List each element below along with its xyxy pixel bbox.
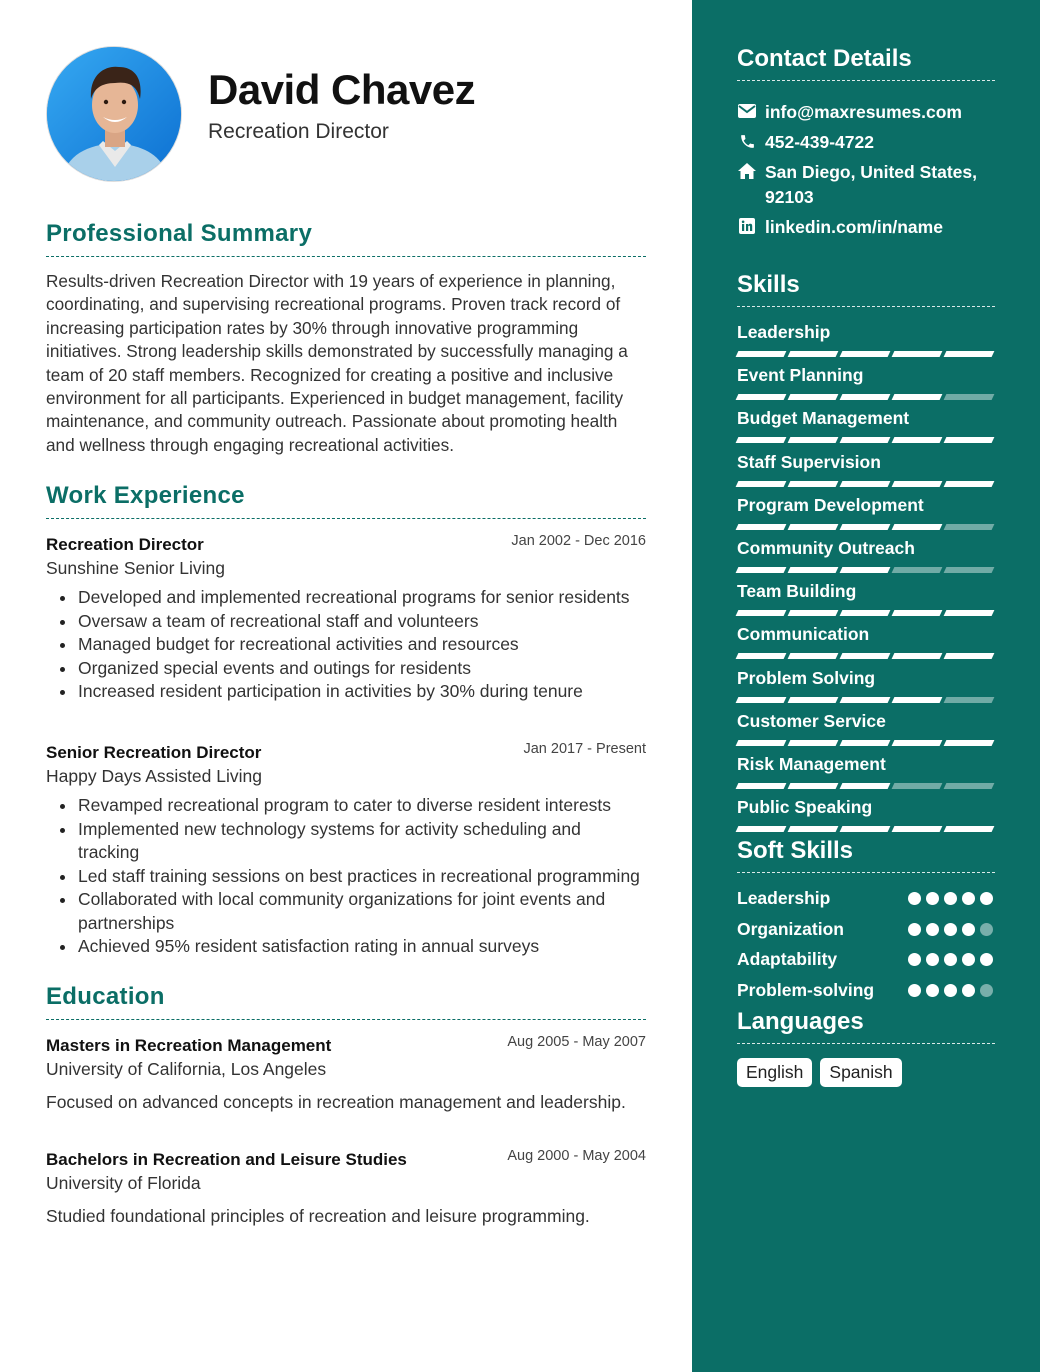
skill-bar-segment [840, 783, 891, 789]
skill-name: Customer Service [737, 710, 886, 731]
skill-bar-segment [892, 524, 943, 530]
candidate-title: Recreation Director [208, 120, 389, 143]
job-title: Senior Recreation Director [46, 743, 262, 762]
skill-name: Team Building [737, 581, 857, 602]
skill-bar-segment [788, 826, 839, 832]
soft-skill-item [737, 919, 995, 940]
job-bullets [46, 794, 646, 959]
skill-name: Communication [737, 624, 870, 645]
rating-dot [962, 953, 975, 966]
skills-divider [737, 306, 995, 307]
skill-bar-segment [788, 524, 839, 530]
degree-title: Bachelors in Recreation and Leisure Studies [46, 1150, 407, 1169]
rating-dot [908, 923, 921, 936]
skill-item [737, 322, 995, 357]
soft-skills-divider [737, 872, 995, 873]
skill-bar-segment [840, 394, 891, 400]
skill-bar-segment [788, 653, 839, 659]
skill-item [737, 365, 995, 400]
education-description: Studied foundational principles of recreation and leisure programming. [46, 1206, 590, 1226]
skill-level-bar [737, 653, 995, 659]
avatar [46, 46, 182, 182]
skill-bar-segment [944, 481, 995, 487]
skill-bar-segment [788, 437, 839, 443]
skill-bar-segment [944, 783, 995, 789]
skill-bar-segment [736, 697, 787, 703]
envelope-icon [737, 101, 757, 121]
job-company: Sunshine Senior Living [46, 558, 226, 578]
skill-item [737, 408, 995, 443]
skill-bar-segment [944, 826, 995, 832]
education-entry [46, 1036, 646, 1113]
soft-skill-rating [908, 953, 993, 966]
skill-bar-segment [840, 653, 891, 659]
skill-item [737, 668, 995, 703]
skill-bar-segment [840, 610, 891, 616]
skills-heading: Skills [737, 271, 800, 298]
skill-name: Staff Supervision [737, 451, 881, 472]
summary-divider [46, 256, 646, 257]
skill-bar-segment [736, 740, 787, 746]
phone-text: 452-439-4722 [765, 132, 874, 152]
skill-level-bar [737, 524, 995, 530]
skill-bar-segment [892, 653, 943, 659]
skill-bar-segment [892, 783, 943, 789]
list-item: Collaborated with local community organizations for joint events and partnerships [78, 888, 646, 935]
skill-bar-segment [944, 567, 995, 573]
summary-heading: Professional Summary [46, 220, 313, 247]
skill-bar-segment [788, 783, 839, 789]
skill-item [737, 538, 995, 573]
education-entry [46, 1150, 646, 1227]
rating-dot [908, 892, 921, 905]
contact-address [737, 160, 995, 210]
skill-bar-segment [944, 697, 995, 703]
skill-bar-segment [736, 567, 787, 573]
skill-bar-segment [840, 567, 891, 573]
skill-bar-segment [736, 524, 787, 530]
soft-skill-item [737, 980, 995, 1001]
skill-name: Event Planning [737, 365, 864, 386]
skill-name: Problem Solving [737, 667, 876, 688]
skill-item [737, 797, 995, 832]
job-title: Recreation Director [46, 535, 204, 554]
skill-bar-segment [944, 394, 995, 400]
job-bullets [46, 586, 646, 704]
skill-name: Risk Management [737, 754, 886, 774]
skill-bar-segment [892, 394, 943, 400]
summary-text: Results-driven Recreation Director with 19 years of experience in planning, coordinating, and supervising recreational programs. Proven track record of increasing participation rates by 30% through innovative programming initiatives. Strong leadership skills demonstrated by successfully managing a team of 20 staff members. Recognized for creating a positive and inclusive environment for all participants. Experienced in budget management, facility maintenance, and community outreach. Passionate about promoting health and wellness through engaging recreational activities. [46, 271, 628, 455]
skill-bar-segment [788, 567, 839, 573]
rating-dot [908, 953, 921, 966]
language-tag: English [737, 1058, 812, 1087]
skill-bar-segment [788, 740, 839, 746]
rating-dot [926, 953, 939, 966]
job-company: Happy Days Assisted Living [46, 766, 262, 786]
skill-level-bar [737, 481, 995, 487]
school-name: University of California, Los Angeles [46, 1059, 327, 1079]
contact-divider [737, 80, 995, 81]
languages-list [737, 1058, 902, 1087]
skill-bar-segment [840, 481, 891, 487]
skill-bar-segment [944, 740, 995, 746]
email-text: info@maxresumes.com [765, 102, 962, 122]
list-item: Achieved 95% resident satisfaction rating in annual surveys [78, 935, 646, 959]
job-dates: Jan 2002 - Dec 2016 [511, 533, 646, 549]
education-dates: Aug 2000 - May 2004 [507, 1148, 646, 1164]
skill-level-bar [737, 610, 995, 616]
soft-skill-name: Organization [737, 918, 844, 939]
languages-divider [737, 1043, 995, 1044]
soft-skill-item [737, 949, 995, 970]
contact-linkedin[interactable] [737, 215, 995, 240]
list-item: Increased resident participation in activities by 30% during tenure [78, 680, 646, 704]
education-heading: Education [46, 983, 165, 1010]
skill-item [737, 711, 995, 746]
skill-level-bar [737, 351, 995, 357]
list-item: Managed budget for recreational activities and resources [78, 633, 646, 657]
soft-skill-rating [908, 984, 993, 997]
home-icon [737, 161, 757, 181]
skill-bar-segment [892, 697, 943, 703]
skill-bar-segment [892, 481, 943, 487]
contact-heading: Contact Details [737, 45, 912, 72]
rating-dot [980, 953, 993, 966]
skill-bar-segment [892, 437, 943, 443]
skill-level-bar [737, 783, 995, 789]
job-entry [46, 535, 646, 704]
education-description: Focused on advanced concepts in recreation management and leadership. [46, 1092, 626, 1112]
skill-bar-segment [736, 783, 787, 789]
soft-skills-heading: Soft Skills [737, 837, 854, 864]
rating-dot [944, 953, 957, 966]
skill-item [737, 624, 995, 659]
skill-name: Budget Management [737, 408, 910, 429]
rating-dot [908, 984, 921, 997]
rating-dot [926, 984, 939, 997]
rating-dot [944, 892, 957, 905]
skill-bar-segment [840, 697, 891, 703]
skill-bar-segment [840, 524, 891, 530]
candidate-name: David Chavez [208, 66, 476, 113]
soft-skill-rating [908, 923, 993, 936]
languages-heading: Languages [737, 1008, 864, 1035]
address-text: San Diego, United States, 92103 [765, 162, 977, 207]
list-item: Led staff training sessions on best practices in recreational programming [78, 865, 646, 889]
list-item: Implemented new technology systems for activity scheduling and tracking [78, 818, 646, 865]
rating-dot [926, 923, 939, 936]
skill-level-bar [737, 394, 995, 400]
education-divider [46, 1019, 646, 1020]
rating-dot [980, 892, 993, 905]
school-name: University of Florida [46, 1173, 201, 1193]
job-dates: Jan 2017 - Present [523, 741, 646, 757]
job-entry [46, 743, 646, 959]
skill-bar-segment [736, 437, 787, 443]
skill-bar-segment [892, 740, 943, 746]
skill-name: Community Outreach [737, 538, 915, 558]
language-tag: Spanish [820, 1058, 901, 1087]
contact-email[interactable] [737, 100, 995, 125]
experience-heading: Work Experience [46, 482, 245, 509]
skill-bar-segment [788, 394, 839, 400]
skill-bar-segment [736, 653, 787, 659]
skill-bar-segment [944, 351, 995, 357]
education-dates: Aug 2005 - May 2007 [507, 1034, 646, 1050]
skill-level-bar [737, 437, 995, 443]
skill-level-bar [737, 826, 995, 832]
skill-bar-segment [736, 394, 787, 400]
skill-bar-segment [892, 567, 943, 573]
soft-skill-item [737, 888, 995, 909]
skill-level-bar [737, 567, 995, 573]
linkedin-text: linkedin.com/in/name [765, 217, 943, 237]
skill-bar-segment [892, 610, 943, 616]
list-item: Revamped recreational program to cater to diverse resident interests [78, 794, 646, 818]
skill-item [737, 581, 995, 616]
rating-dot [980, 984, 993, 997]
skill-bar-segment [788, 610, 839, 616]
skill-item [737, 754, 995, 789]
skill-bar-segment [788, 351, 839, 357]
skill-name: Leadership [737, 322, 831, 342]
skill-item [737, 495, 995, 530]
experience-divider [46, 518, 646, 519]
degree-title: Masters in Recreation Management [46, 1036, 332, 1055]
soft-skill-name: Leadership [737, 888, 831, 908]
rating-dot [962, 984, 975, 997]
rating-dot [980, 923, 993, 936]
skill-bar-segment [944, 524, 995, 530]
soft-skill-rating [908, 892, 993, 905]
skill-bar-segment [788, 697, 839, 703]
skill-bar-segment [736, 351, 787, 357]
skill-bar-segment [944, 610, 995, 616]
skill-bar-segment [944, 437, 995, 443]
contact-phone[interactable] [737, 130, 995, 155]
skill-bar-segment [788, 481, 839, 487]
soft-skill-name: Adaptability [737, 949, 838, 970]
rating-dot [926, 892, 939, 905]
skill-bar-segment [892, 826, 943, 832]
phone-icon [737, 131, 757, 151]
skill-bar-segment [736, 481, 787, 487]
soft-skill-name: Problem-solving [737, 980, 875, 1001]
list-item: Oversaw a team of recreational staff and volunteers [78, 610, 646, 634]
skill-level-bar [737, 740, 995, 746]
rating-dot [962, 923, 975, 936]
skill-level-bar [737, 697, 995, 703]
skill-bar-segment [840, 351, 891, 357]
skill-bar-segment [736, 610, 787, 616]
skill-bar-segment [840, 740, 891, 746]
sidebar [692, 0, 1040, 1372]
linkedin-icon [737, 216, 757, 236]
profile-photo [47, 47, 182, 182]
skill-item [737, 452, 995, 487]
list-item: Developed and implemented recreational programs for senior residents [78, 586, 646, 610]
skill-bar-segment [840, 826, 891, 832]
rating-dot [944, 923, 957, 936]
skill-bar-segment [840, 437, 891, 443]
skill-bar-segment [892, 351, 943, 357]
skill-name: Public Speaking [737, 797, 873, 818]
rating-dot [962, 892, 975, 905]
skill-name: Program Development [737, 494, 924, 515]
skill-bar-segment [944, 653, 995, 659]
list-item: Organized special events and outings for residents [78, 657, 646, 681]
skill-bar-segment [736, 826, 787, 832]
rating-dot [944, 984, 957, 997]
